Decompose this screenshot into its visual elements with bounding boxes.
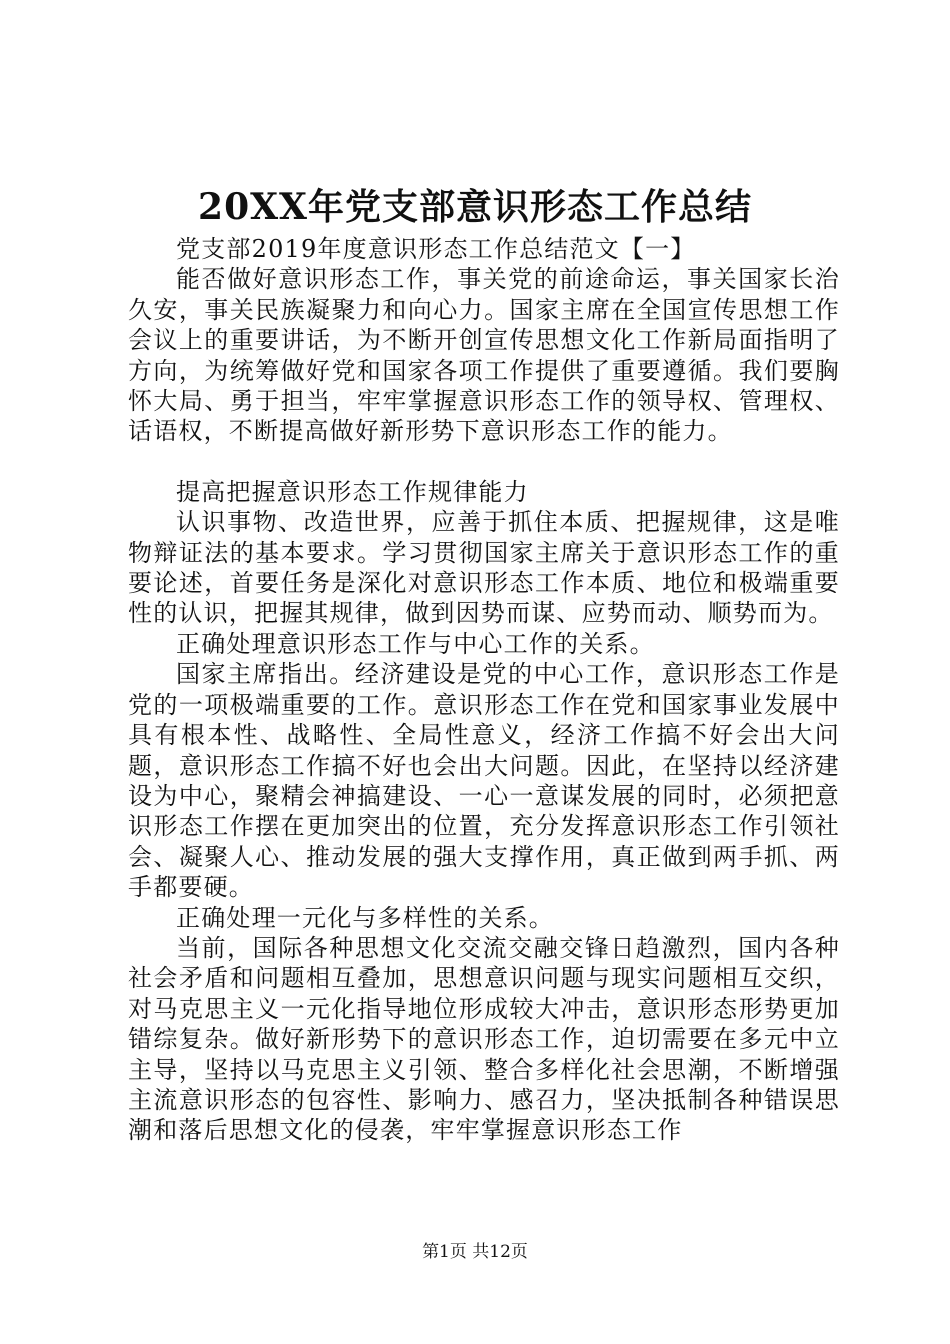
page-number-footer: 第1页 共12页 xyxy=(422,1242,528,1262)
section-heading: 正确处理意识形态工作与中心工作的关系。 xyxy=(176,629,655,658)
body-paragraph: 国家主席指出。经济建设是党的中心工作，意识形态工作是党的一项极端重要的工作。意识形态工作在党和国家事业发展中具有根本性、战略性、全局性意义，经济工作搞不好会出大问题，意识形态工作搞不好也会出大问题。因此，在坚持以经济建设为中心，聚精会神搞建设、一心一意谋发展的同时，必须把意识形态工作摆在更加突出的位置，充分发挥意识形态工作引领社会、凝聚人心、推动发展的强大支撑作用，真正做到两手抓、两手都要硬。 xyxy=(128,660,840,902)
body-paragraph: 当前，国际各种思想文化交流交融交锋日趋激烈，国内各种社会矛盾和问题相互叠加，思想意识问题与现实问题相互交织，对马克思主义一元化指导地位形成较大冲击，意识形态形势更加错综复杂。做好新形势下的意识形态工作，迫切需要在多元中立主导，坚持以马克思主义引领、整合多样化社会思潮，不断增强主流意识形态的包容性、影响力、感召力，坚决抵制各种错误思潮和落后思想文化的侵袭，牢牢掌握意识形态工作 xyxy=(128,933,840,1145)
section-heading: 提高把握意识形态工作规律能力 xyxy=(176,477,529,506)
document-body xyxy=(128,234,840,1146)
document-title: 20XX年党支部意识形态工作总结 xyxy=(198,186,752,228)
body-paragraph: 认识事物、改造世界，应善于抓住本质、把握规律，这是唯物辩证法的基本要求。学习贯彻国家主席关于意识形态工作的重要论述，首要任务是深化对意识形态工作本质、地位和极端重要性的认识，把握其规律，做到因势而谋、应势而动、顺势而为。 xyxy=(128,508,840,628)
body-paragraph: 能否做好意识形态工作，事关党的前途命运，事关国家长治久安，事关民族凝聚力和向心力。国家主席在全国宣传思想工作会议上的重要讲话，为不断开创宣传思想文化工作新局面指明了方向，为统筹做好党和国家各项工作提供了重要遵循。我们要胸怀大局、勇于担当，牢牢掌握意识形态工作的领导权、管理权、话语权，不断提高做好新形势下意识形态工作的能力。 xyxy=(128,265,840,446)
section-heading: 正确处理一元化与多样性的关系。 xyxy=(176,903,554,932)
subtitle-paragraph: 党支部2019年度意识形态工作总结范文【一】 xyxy=(176,235,696,263)
